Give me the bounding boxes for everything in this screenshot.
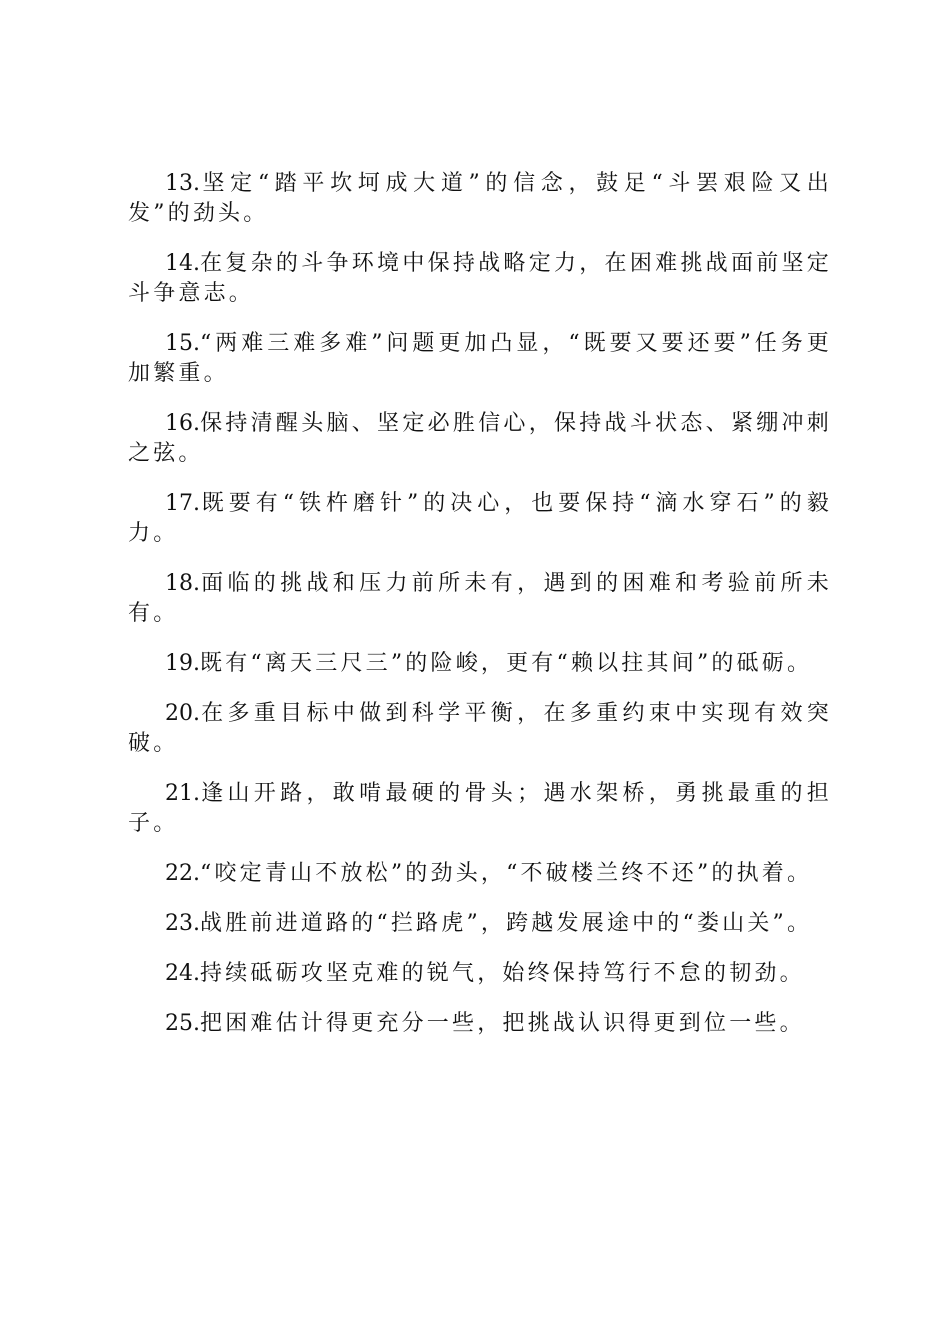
item-text: 面临的挑战和压力前所未有，遇到的困难和考验前所未有。 bbox=[128, 571, 832, 626]
list-item bbox=[128, 699, 832, 759]
item-number: 23. bbox=[165, 911, 200, 936]
item-text: “咬定青山不放松”的劲头，“不破楼兰终不还”的执着。 bbox=[200, 861, 813, 886]
list-item bbox=[128, 779, 832, 839]
item-number: 17. bbox=[165, 491, 200, 516]
item-number: 22. bbox=[165, 861, 200, 886]
item-number: 25. bbox=[165, 1011, 200, 1036]
item-text: 既要有“铁杵磨针”的决心，也要保持“滴水穿石”的毅力。 bbox=[128, 491, 832, 546]
list-item bbox=[128, 649, 832, 679]
item-text: 持续砥砺攻坚克难的锐气，始终保持笃行不怠的韧劲。 bbox=[200, 961, 805, 986]
item-text: 逢山开路，敢啃最硬的骨头；遇水架桥，勇挑最重的担子。 bbox=[128, 781, 832, 836]
item-text: “两难三难多难”问题更加凸显，“既要又要还要”任务更加繁重。 bbox=[128, 331, 832, 386]
item-number: 14. bbox=[165, 251, 200, 276]
item-number: 24. bbox=[165, 961, 200, 986]
list-item bbox=[128, 1009, 832, 1039]
document-body bbox=[128, 169, 832, 1059]
item-number: 16. bbox=[165, 411, 200, 436]
item-number: 21. bbox=[165, 781, 200, 806]
item-number: 19. bbox=[165, 651, 200, 676]
item-number: 15. bbox=[165, 331, 200, 356]
item-number: 18. bbox=[165, 571, 200, 596]
item-text: 在多重目标中做到科学平衡，在多重约束中实现有效突破。 bbox=[128, 701, 832, 756]
list-item bbox=[128, 249, 832, 309]
item-text: 坚定“踏平坎坷成大道”的信念，鼓足“斗罢艰险又出发”的劲头。 bbox=[128, 171, 832, 226]
item-number: 20. bbox=[165, 701, 200, 726]
list-item bbox=[128, 409, 832, 469]
list-item bbox=[128, 169, 832, 229]
list-item bbox=[128, 859, 832, 889]
list-item bbox=[128, 329, 832, 389]
item-text: 战胜前进道路的“拦路虎”，跨越发展途中的“娄山关”。 bbox=[200, 911, 813, 936]
item-text: 在复杂的斗争环境中保持战略定力，在困难挑战面前坚定斗争意志。 bbox=[128, 251, 832, 306]
list-item bbox=[128, 569, 832, 629]
list-item bbox=[128, 959, 832, 989]
item-text: 把困难估计得更充分一些，把挑战认识得更到位一些。 bbox=[200, 1011, 805, 1036]
list-item bbox=[128, 909, 832, 939]
item-number: 13. bbox=[165, 171, 200, 196]
list-item bbox=[128, 489, 832, 549]
item-text: 既有“离天三尺三”的险峻，更有“赖以拄其间”的砥砺。 bbox=[200, 651, 813, 676]
item-text: 保持清醒头脑、坚定必胜信心，保持战斗状态、紧绷冲刺之弦。 bbox=[128, 411, 832, 466]
